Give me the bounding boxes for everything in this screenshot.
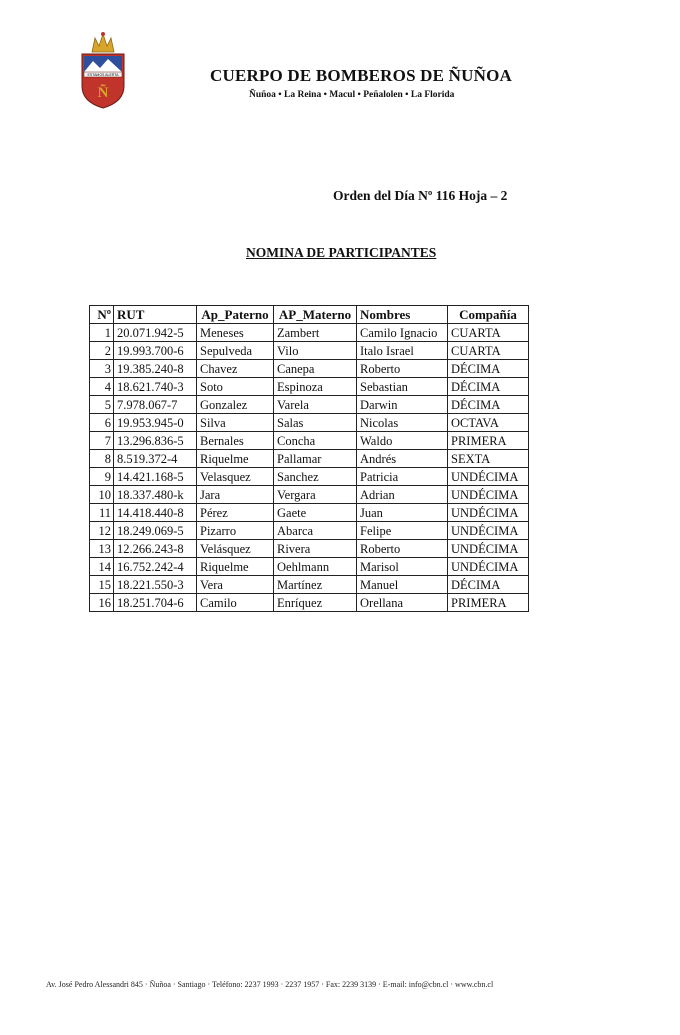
crest-icon [78,30,128,110]
footer-contact-info: Av. José Pedro Alessandri 845 · Ñuñoa · Santiago · Teléfono: 2237 1993 · 2237 1957 · Fax: 2239 3139 · E-mail: info@cbn.cl · www.cbn.cl [46,980,494,989]
table-row [90,576,529,594]
cell-company: UNDÉCIMA [448,486,529,504]
cell-company: CUARTA [448,342,529,360]
crest-letter: Ñ [97,85,109,101]
cell-rut: 18.621.740-3 [114,378,197,396]
cell-first-names: Roberto [357,360,448,378]
cell-first-names: Felipe [357,522,448,540]
header-first-names: Nombres [357,306,448,324]
fire-department-crest-logo [78,30,128,110]
cell-paternal-surname: Vera [197,576,274,594]
cell-rut: 12.266.243-8 [114,540,197,558]
cell-number: 12 [90,522,114,540]
table-row [90,342,529,360]
table-row [90,486,529,504]
cell-company: DÉCIMA [448,576,529,594]
table-row [90,522,529,540]
cell-number: 2 [90,342,114,360]
cell-maternal-surname: Vergara [274,486,357,504]
cell-company: UNDÉCIMA [448,540,529,558]
table-body [90,324,529,612]
cell-first-names: Italo Israel [357,342,448,360]
cell-maternal-surname: Salas [274,414,357,432]
table-row [90,378,529,396]
table-row [90,396,529,414]
cell-paternal-surname: Meneses [197,324,274,342]
cell-first-names: Patricia [357,468,448,486]
cell-paternal-surname: Camilo [197,594,274,612]
cell-maternal-surname: Pallamar [274,450,357,468]
table-row [90,468,529,486]
cell-paternal-surname: Jara [197,486,274,504]
cell-paternal-surname: Riquelme [197,450,274,468]
cell-company: CUARTA [448,324,529,342]
header-paternal-surname: Ap_Paterno [197,306,274,324]
cell-rut: 18.249.069-5 [114,522,197,540]
header-maternal-surname: AP_Materno [274,306,357,324]
cell-rut: 18.337.480-k [114,486,197,504]
cell-first-names: Roberto [357,540,448,558]
cell-company: UNDÉCIMA [448,558,529,576]
cell-rut: 18.251.704-6 [114,594,197,612]
table-row [90,324,529,342]
cell-paternal-surname: Riquelme [197,558,274,576]
cell-rut: 19.385.240-8 [114,360,197,378]
cell-maternal-surname: Abarca [274,522,357,540]
cell-maternal-surname: Enríquez [274,594,357,612]
cell-paternal-surname: Velasquez [197,468,274,486]
cell-company: DÉCIMA [448,378,529,396]
table-row [90,558,529,576]
cell-number: 9 [90,468,114,486]
cell-paternal-surname: Bernales [197,432,274,450]
cell-first-names: Adrian [357,486,448,504]
cell-rut: 14.418.440-8 [114,504,197,522]
cell-company: SEXTA [448,450,529,468]
participants-table [89,305,529,612]
cell-first-names: Manuel [357,576,448,594]
table-row [90,432,529,450]
organization-title: CUERPO DE BOMBEROS DE ÑUÑOA [210,66,512,85]
cell-rut: 14.421.168-5 [114,468,197,486]
cell-first-names: Nicolas [357,414,448,432]
cell-paternal-surname: Chavez [197,360,274,378]
cell-maternal-surname: Canepa [274,360,357,378]
cell-number: 15 [90,576,114,594]
cell-paternal-surname: Sepulveda [197,342,274,360]
table-row [90,540,529,558]
cell-rut: 18.221.550-3 [114,576,197,594]
header-rut: RUT [114,306,197,324]
cell-rut: 7.978.067-7 [114,396,197,414]
cell-rut: 19.993.700-6 [114,342,197,360]
order-of-day-heading: Orden del Día Nº 116 Hoja – 2 [333,188,508,203]
cell-company: DÉCIMA [448,360,529,378]
table-row [90,360,529,378]
table-header-row [90,306,529,324]
cell-number: 16 [90,594,114,612]
cell-rut: 13.296.836-5 [114,432,197,450]
cell-paternal-surname: Soto [197,378,274,396]
cell-maternal-surname: Sanchez [274,468,357,486]
cell-company: DÉCIMA [448,396,529,414]
cell-number: 14 [90,558,114,576]
cell-maternal-surname: Varela [274,396,357,414]
cell-maternal-surname: Rivera [274,540,357,558]
cell-number: 11 [90,504,114,522]
cell-number: 7 [90,432,114,450]
table-row [90,504,529,522]
cell-number: 10 [90,486,114,504]
cell-paternal-surname: Gonzalez [197,396,274,414]
cell-paternal-surname: Pérez [197,504,274,522]
table-row [90,450,529,468]
cell-rut: 8.519.372-4 [114,450,197,468]
crest-motto: ESTAMOS ALERTA [87,73,119,77]
cell-number: 5 [90,396,114,414]
table-row [90,414,529,432]
cell-company: PRIMERA [448,594,529,612]
cell-paternal-surname: Velásquez [197,540,274,558]
cell-paternal-surname: Pizarro [197,522,274,540]
cell-company: UNDÉCIMA [448,504,529,522]
cell-maternal-surname: Espinoza [274,378,357,396]
cell-number: 13 [90,540,114,558]
cell-first-names: Orellana [357,594,448,612]
header-number: Nº [90,306,114,324]
cell-first-names: Juan [357,504,448,522]
cell-company: OCTAVA [448,414,529,432]
cell-number: 4 [90,378,114,396]
cell-maternal-surname: Gaete [274,504,357,522]
cell-maternal-surname: Zambert [274,324,357,342]
header-company: Compañía [448,306,529,324]
cell-number: 3 [90,360,114,378]
cell-first-names: Marisol [357,558,448,576]
cell-number: 6 [90,414,114,432]
cell-maternal-surname: Concha [274,432,357,450]
cell-first-names: Darwin [357,396,448,414]
cell-company: PRIMERA [448,432,529,450]
cell-maternal-surname: Martínez [274,576,357,594]
cell-rut: 16.752.242-4 [114,558,197,576]
cell-number: 8 [90,450,114,468]
cell-first-names: Waldo [357,432,448,450]
cell-rut: 20.071.942-5 [114,324,197,342]
cell-number: 1 [90,324,114,342]
table-row [90,594,529,612]
organization-communes: Ñuñoa • La Reina • Macul • Peñalolen • La Florida [249,90,455,100]
cell-rut: 19.953.945-0 [114,414,197,432]
cell-company: UNDÉCIMA [448,468,529,486]
cell-maternal-surname: Oehlmann [274,558,357,576]
section-title: NOMINA DE PARTICIPANTES [246,245,437,260]
cell-first-names: Camilo Ignacio [357,324,448,342]
cell-first-names: Sebastian [357,378,448,396]
cell-maternal-surname: Vilo [274,342,357,360]
cell-company: UNDÉCIMA [448,522,529,540]
cell-paternal-surname: Silva [197,414,274,432]
cell-first-names: Andrés [357,450,448,468]
